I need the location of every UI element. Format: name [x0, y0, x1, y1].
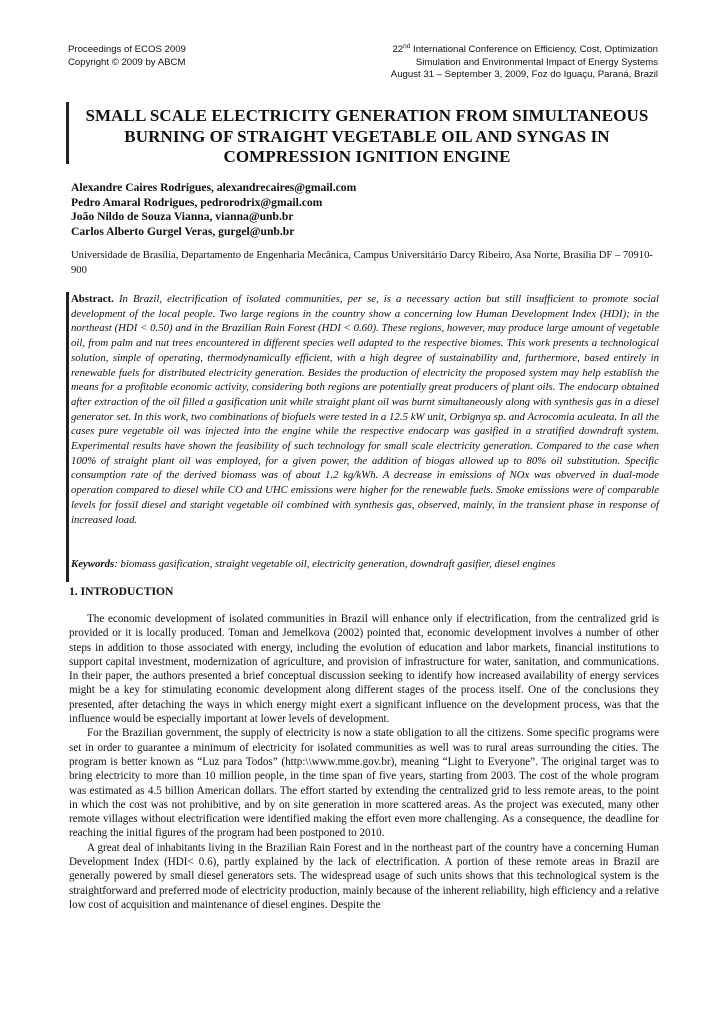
conference-line-2: Simulation and Environmental Impact of Energy Systems	[415, 56, 658, 68]
conference-number: 22	[392, 44, 404, 55]
abstract-text: In Brazil, electrification of isolated communities, per se, is a necessary action but still insufficient to promote social development of the local people. Two large regions in the country show a concerning low Human Development Index (HDI); in the northeast (HDI < 0.50) and in the Brazilian Rain Forest (HDI < 0.60). These regions, however, may produce large amount of vegetable oil, from palm and nut trees encountered in different species well adapted to the respective biomes. This work presents a technological solution, simple of operating, thermodynamically efficient, with a high degree of sustainability and, furthermore, based entirely in renewable fuels for distributed electricity generation. Besides the production of electricity the proposed system may help establish the means for a profitable economic activity, considering both regions are potentially great producers of plant oils. The endocarp obtained after extraction of the oil filled a gasification unit while straight plant oil was burnt simultaneously along with synthesis gas in a diesel generator set. In this work, two combinations of biofuels were tested in a 12.5 kW unit, Orbignya sp. and Acrocomia aculeata. In all the cases pure vegetable oil was injected into the engine while the respective endocarp was gasified in a stratified downdraft system. Experimental results have shown the feasibility of such technology for small scale electricity generation. Compared to the case when 100% of straight plant oil was employed, for a given power, the addition of biogas allowed up to 80% oil substitution. Specific consumption rate of the derived biomass was of about 1.2 kg/kWh. A decrease in emissions of NOx was obverved in dual-mode operation compared to diesel while CO and UHC emissions were higher for the renewable fuels. Smoke emissions were of comparable levels for fossil diesel and staright vegetable oil combined with synthesis gas, observed, mainly, in the transient phase in response of increased load.	[71, 293, 659, 526]
conference-name: International Conference on Efficiency, Cost, Optimization	[410, 44, 658, 55]
conference-dates: August 31 – September 3, 2009, Foz do Iguaçu, Paraná, Brazil	[390, 69, 658, 80]
author-line: Pedro Amaral Rodrigues, pedrorodrix@gmail.com	[71, 195, 323, 209]
paper-title	[70, 106, 664, 168]
margin-change-bar	[66, 292, 69, 582]
title-line: COMPRESSION IGNITION ENGINE	[223, 147, 511, 166]
copyright-line: Copyright © 2009 by ABCM	[68, 56, 186, 68]
section-heading: 1. INTRODUCTION	[69, 585, 174, 598]
body-paragraph: A great deal of inhabitants living in the Brazilian Rain Forest and in the northeast part of the country have a concerning Human Development Index (HDI< 0.6), partly explained by the lack of electrification. A portion of these remote areas in Brazil are generally powered by small diesel generators sets. The widespread usage of such units shows that this technological system is the straightforward and preferred mode of electricity production, mainly because of the inherent reliability, high efficiency and a relative low cost of acquisition and maintenance of diesel engines. Despite the	[69, 841, 659, 911]
author-line: Carlos Alberto Gurgel Veras, gurgel@unb.br	[71, 224, 295, 238]
running-header-right	[391, 44, 658, 82]
title-line: SMALL SCALE ELECTRICITY GENERATION FROM SIMULTANEOUS	[85, 106, 649, 125]
title-line: BURNING OF STRAIGHT VEGETABLE OIL AND SYNGAS IN	[124, 126, 610, 146]
keywords	[71, 557, 659, 572]
conference-line-1	[391, 44, 658, 57]
running-header-left	[68, 44, 186, 69]
introduction-body	[69, 612, 659, 912]
keywords-text: : biomass gasification, straight vegetable oil, electricity generation, downdraft gasifier, diesel engines	[114, 558, 556, 570]
body-paragraph: For the Brazilian government, the supply of electricity is now a state obligation to all the citizens. Some specific programs were set in order to guarantee a minimum of electricity for isolated communities as well was to rural areas surrounding the cities. The program is better known as “Luz para Todos” (http:\\www.mme.gov.br), meaning “Light to Everyone”. The original target was to bring electricity to more than 10 million people, in the time span of five years, starting from 2003. The cost of the whole program was estimated as 4.5 billion American dollars. The effort started by extending the centralized grid to less remote areas, to the point in which the cost was not prohibitive, and by on site generation in more scattered areas. As the project was executed, many other remote villages without electrification were identified making the effort even more challenging. As a consequence, the deadline for reaching the initial figures of the program had been postponed to 2010.	[69, 727, 659, 840]
author-line: Alexandre Caires Rodrigues, alexandrecaires@gmail.com	[71, 181, 357, 194]
author-list	[71, 181, 356, 239]
body-paragraph: The economic development of isolated communities in Brazil will enhance only if electrification, from the centralized grid is provided or it is locally produced. Toman and Jemelkova (2002) pointed that, economic development involves a number of other steps in addition to those associated with energy, including the evolution of education and labor markets, financial institutions to support capital investment, modernization of agriculture, and provision of infrastructure for water, sanitation, and communications. In their paper, the authors presented a brief conceptual discussion seeking to identify how increased availability of energy services might be a key for stimulating economic development along different stages of the process itself. One of the conclusions they presented, after detaching the ways in which energy might exert a significant influence on the development process, was that the influence would be especially important at lower levels of development.	[69, 613, 659, 726]
author-line: João Nildo de Souza Vianna, vianna@unb.br	[71, 210, 294, 223]
conference-ordinal: nd	[403, 42, 411, 50]
keywords-label: Keywords	[71, 558, 115, 570]
affiliation: Universidade de Brasília, Departamento de Engenharia Mecânica, Campus Universitário Darcy Ribeiro, Asa Norte, Brasília DF – 70910-900	[71, 250, 653, 276]
abstract	[71, 292, 659, 527]
margin-change-bar	[66, 102, 69, 164]
abstract-label: Abstract.	[71, 293, 114, 305]
proceedings-line: Proceedings of ECOS 2009	[68, 44, 186, 55]
